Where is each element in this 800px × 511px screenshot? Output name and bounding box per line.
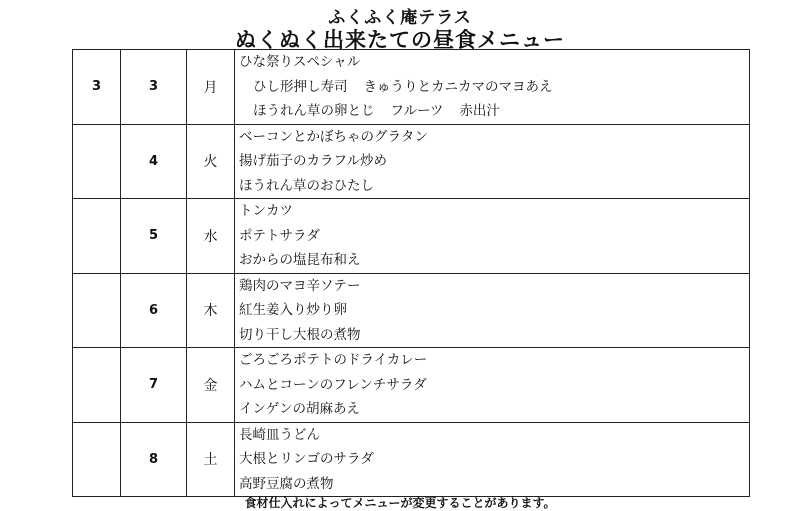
dishes-cell	[235, 348, 750, 423]
weekday-cell: 月	[187, 50, 235, 125]
dishes-cell	[235, 273, 750, 348]
dish-item: 紅生姜入り炒り卵	[239, 302, 347, 318]
month-cell	[73, 422, 121, 497]
day-cell: 8	[121, 422, 187, 497]
dishes-cell	[235, 50, 750, 125]
dish-line	[235, 274, 749, 299]
day-cell: 7	[121, 348, 187, 423]
dish-item: フルーツ	[390, 103, 444, 119]
weekday-cell: 木	[187, 273, 235, 348]
month-cell	[73, 348, 121, 423]
dish-item: おからの塩昆布和え	[239, 252, 361, 268]
dish-item: 大根とリンゴのサラダ	[239, 451, 374, 467]
day-cell: 6	[121, 273, 187, 348]
day-cell: 3	[121, 50, 187, 125]
dish-item: ハムとコーンのフレンチサラダ	[239, 376, 427, 393]
dish-item: 高野豆腐の煮物	[239, 475, 334, 492]
month-cell	[73, 199, 121, 274]
menu-table-body	[73, 50, 750, 497]
dish-line	[235, 199, 749, 224]
dish-item: ほうれん草の卵とじ	[253, 103, 375, 119]
dish-item: ポテトサラダ	[239, 227, 320, 244]
restaurant-name: ふくふく庵テラス	[328, 8, 472, 28]
menu-day-row	[73, 348, 750, 423]
month-cell: 3	[73, 50, 121, 125]
dish-line	[235, 348, 749, 373]
menu-day-row	[73, 199, 750, 274]
day-cell: 4	[121, 124, 187, 199]
dish-item: ひし形押し寿司	[253, 78, 348, 95]
dish-line	[235, 174, 749, 199]
menu-change-note: 食材仕入れによってメニューが変更することがあります。	[244, 496, 556, 510]
menu-day-row	[73, 422, 750, 497]
lunch-menu-table	[72, 49, 750, 497]
dish-line	[235, 373, 749, 398]
dish-item: きゅうりとカニカマのマヨあえ	[363, 78, 553, 95]
dish-item: トンカツ	[239, 203, 293, 219]
weekday-cell: 水	[187, 199, 235, 274]
dish-item: 鶏肉のマヨ辛ソテー	[239, 277, 361, 294]
dish-line	[235, 75, 749, 100]
dish-item: 赤出汁	[459, 103, 500, 119]
day-cell: 5	[121, 199, 187, 274]
dishes-cell	[235, 124, 750, 199]
weekday-cell: 金	[187, 348, 235, 423]
weekday-cell: 土	[187, 422, 235, 497]
dish-line	[235, 298, 749, 323]
dish-item: ベーコンとかぼちゃのグラタン	[239, 128, 428, 145]
dish-line	[235, 397, 749, 422]
dishes-cell	[235, 199, 750, 274]
dish-item: ひな祭りスペシャル	[239, 54, 361, 70]
month-cell	[73, 273, 121, 348]
dish-line	[235, 323, 749, 348]
menu-day-row	[73, 124, 750, 199]
dish-line	[235, 224, 749, 249]
dish-line	[235, 125, 749, 150]
dish-line	[235, 50, 749, 75]
dishes-cell	[235, 422, 750, 497]
dish-item: 長崎皿うどん	[239, 426, 320, 443]
dish-item: 切り干し大根の煮物	[239, 326, 361, 343]
dish-item: ごろごろポテトのドライカレー	[239, 352, 428, 368]
dish-line	[235, 423, 749, 448]
dish-item: インゲンの胡麻あえ	[239, 401, 360, 417]
dish-line	[235, 472, 749, 497]
menu-day-row	[73, 273, 750, 348]
dish-line	[235, 447, 749, 472]
dish-item: ほうれん草のおひたし	[239, 177, 374, 194]
dish-line	[235, 99, 749, 124]
dish-line	[235, 149, 749, 174]
dish-item: 揚げ茄子のカラフル炒め	[239, 153, 387, 169]
weekday-cell: 火	[187, 124, 235, 199]
menu-day-row	[73, 50, 750, 125]
dish-line	[235, 248, 749, 273]
menu-title: ぬくぬく出来たての昼食メニュー	[235, 28, 565, 52]
month-cell	[73, 124, 121, 199]
